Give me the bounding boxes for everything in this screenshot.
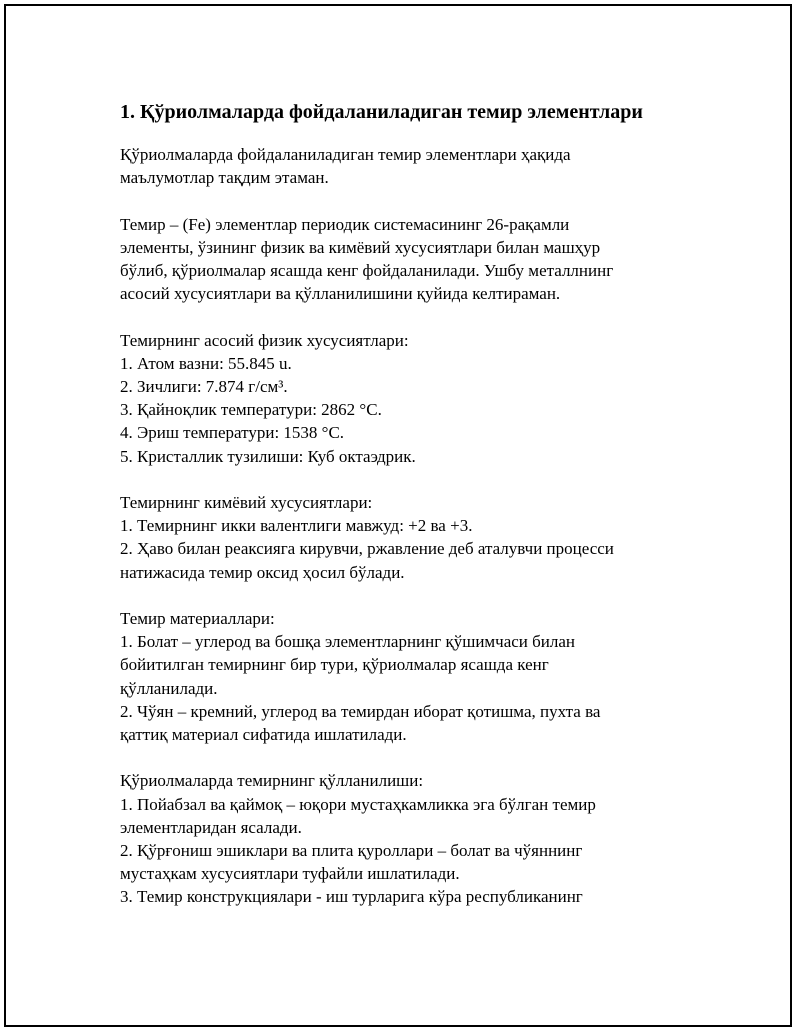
list-item-line: элементларидан ясалади. — [120, 817, 302, 837]
materials-heading: Темир материаллари: — [120, 609, 275, 628]
list-item-line: 5. Кристаллик тузилиши: Куб октаэдрик. — [120, 446, 416, 466]
usage-section — [120, 769, 700, 908]
list-item — [120, 352, 700, 375]
description-paragraph — [120, 213, 700, 306]
list-item-line: натижасида темир оксид ҳосил бўлади. — [120, 562, 405, 582]
list-item — [120, 839, 700, 885]
list-item — [120, 398, 700, 421]
list-item-line: 1. Пойабзал ва қаймоқ – юқори мустаҳкамликка эга бўлган темир — [120, 794, 596, 814]
list-item — [120, 630, 700, 700]
list-item-line: бойитилган темирнинг бир тури, қўриолмалар ясашда кенг — [120, 655, 549, 675]
chemical-properties-heading: Темирнинг кимёвий хусусиятлари: — [120, 493, 373, 512]
description-line: элементы, ўзининг физик ва кимёвий хусусиятлари билан машҳур — [120, 237, 601, 257]
list-item — [120, 445, 700, 468]
list-item-line: қўлланилади. — [120, 678, 218, 698]
list-item-line: 2. Зичлиги: 7.874 г/см³. — [120, 377, 288, 396]
list-item-line: қаттиқ материал сифатида ишлатилади. — [120, 725, 407, 745]
usage-heading: Қўриолмаларда темирнинг қўлланилиши: — [120, 771, 424, 791]
physical-properties-heading: Темирнинг асосий физик хусусиятлари: — [120, 330, 409, 350]
list-item-line: 3. Темир конструкциялари - иш турларига кўра республиканинг — [120, 887, 583, 907]
list-item — [120, 793, 700, 839]
intro-line: Қўриолмаларда фойдаланиладиган темир элементлари ҳақида — [120, 145, 571, 164]
document-title: 1. Қўриолмаларда фойдаланиладиган темир элементлари — [120, 101, 643, 123]
physical-properties-section — [120, 329, 700, 468]
list-item-line: 1. Болат – углерод ва бошқа элементларнинг қўшимчаси билан — [120, 632, 576, 652]
list-item — [120, 375, 700, 398]
list-item-line: мустаҳкам хусусиятлари туфайли ишлатилади. — [120, 864, 460, 884]
list-item-line: 4. Эриш температури: 1538 °C. — [120, 423, 345, 443]
list-item-line: 1. Темирнинг икки валентлиги мавжуд: +2 ва +3. — [120, 516, 473, 536]
intro-paragraph — [120, 143, 700, 189]
list-item-line: 1. Атом вазни: 55.845 u. — [120, 353, 292, 373]
chemical-properties-section — [120, 491, 700, 584]
description-line: асосий хусусиятлари ва қўлланилишини қуйида келтираман. — [120, 284, 561, 304]
document-body — [120, 98, 700, 932]
intro-line: маълумотлар тақдим этаман. — [120, 168, 329, 188]
list-item-line: 2. Ҳаво билан реаксияга кирувчи, ржавление деб аталувчи процесси — [120, 539, 614, 559]
list-item — [120, 537, 700, 583]
list-item — [120, 514, 700, 537]
description-line: Темир – (Fe) элементлар периодик системасининг 26-рақамли — [120, 214, 570, 234]
list-item-line: 3. Қайноқлик температури: 2862 °C. — [120, 400, 382, 420]
materials-section — [120, 607, 700, 746]
description-line: бўлиб, қўриолмалар ясашда кенг фойдаланилади. Ушбу металлнинг — [120, 261, 614, 280]
list-item — [120, 700, 700, 746]
list-item-line: 2. Қўрғониш эшиклари ва плита қуроллари – болат ва чўяннинг — [120, 841, 583, 861]
page-frame — [4, 4, 792, 1027]
list-item — [120, 421, 700, 444]
list-item-line: 2. Чўян – кремний, углерод ва темирдан иборат қотишма, пухта ва — [120, 701, 601, 721]
list-item — [120, 885, 700, 908]
